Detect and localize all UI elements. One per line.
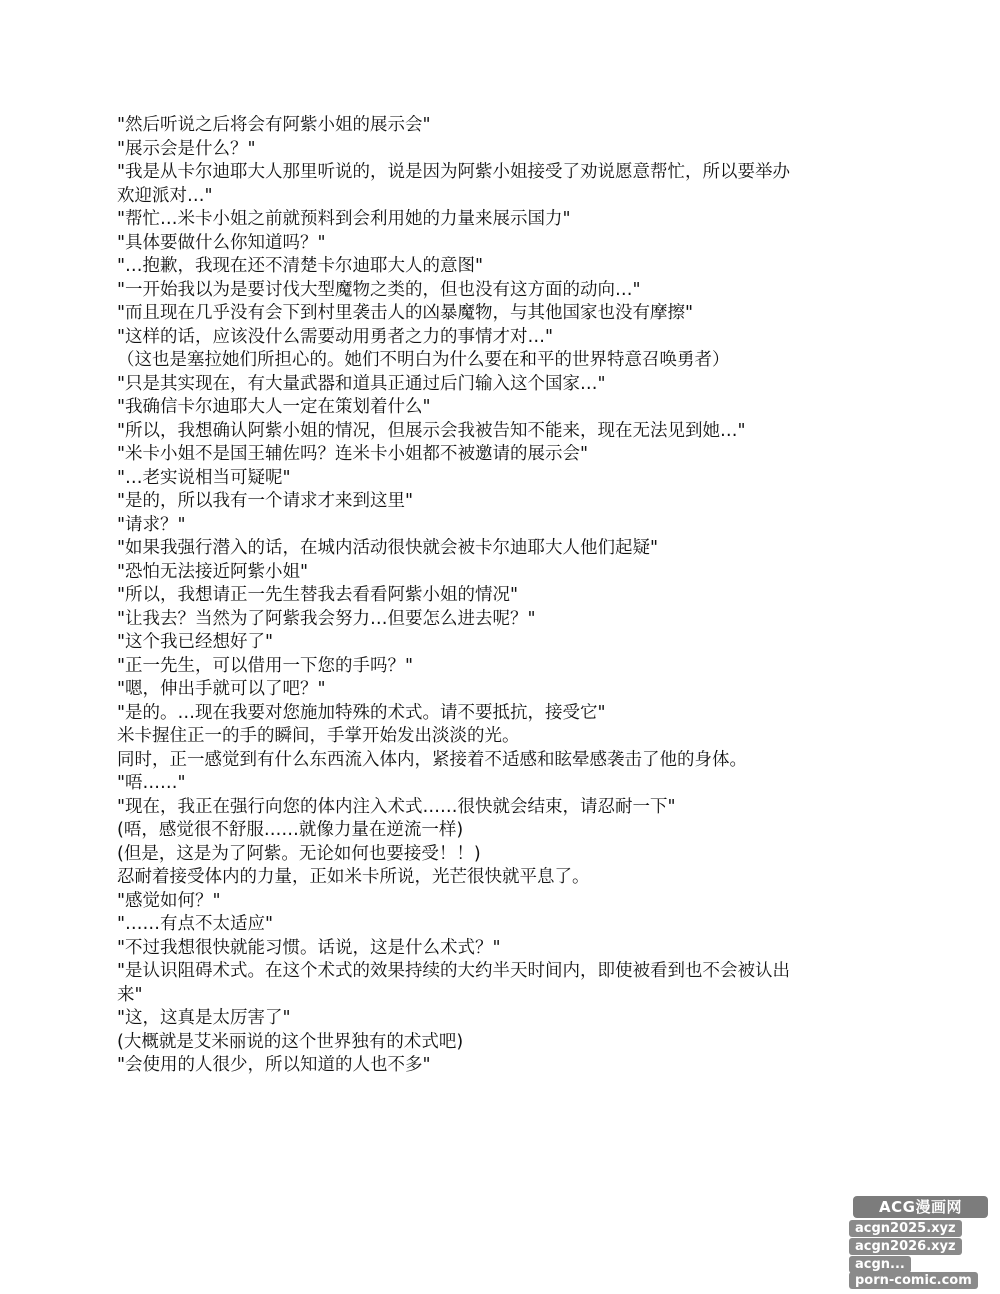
text-line: "…抱歉，我现在还不清楚卡尔迪耶大人的意图" bbox=[117, 256, 484, 276]
text-line: "感觉如何？" bbox=[117, 890, 221, 911]
text-line: 同时，正一感觉到有什么东西流入体内，紧接着不适感和眩晕感袭击了他的身体。 bbox=[117, 749, 747, 770]
text-line: "所以，我想确认阿紫小姐的情况，但展示会我被告知不能来，现在无法见到她…" bbox=[117, 420, 746, 441]
text-line: "具体要做什么你知道吗？" bbox=[117, 232, 326, 253]
text-line: "…老实说相当可疑呢" bbox=[117, 467, 291, 488]
text-line: "而且现在几乎没有会下到村里袭击人的凶暴魔物，与其他国家也没有摩擦" bbox=[117, 303, 694, 323]
text-line: "是的。…现在我要对您施加特殊的术式。请不要抵抗，接受它" bbox=[117, 702, 606, 723]
watermark-url: acgn2025.xyz bbox=[849, 1220, 962, 1237]
watermark-url: acgn... bbox=[849, 1256, 911, 1273]
text-line: "唔……" bbox=[117, 773, 186, 793]
text-line: "正一先生，可以借用一下您的手吗？" bbox=[117, 655, 414, 676]
text-line: "恐怕无法接近阿紫小姐" bbox=[117, 561, 309, 582]
text-line: "现在，我正在强行向您的体内注入术式……很快就会结束，请忍耐一下" bbox=[117, 796, 676, 817]
text-line: 忍耐着接受体内的力量，正如米卡所说，光芒很快就平息了。 bbox=[117, 867, 590, 887]
text-line: "会使用的人很少，所以知道的人也不多" bbox=[117, 1055, 431, 1075]
text-line: (唔，感觉很不舒服……就像力量在逆流一样) bbox=[117, 820, 464, 840]
text-line: (大概就是艾米丽说的这个世界独有的术式吧) bbox=[117, 1031, 464, 1052]
text-line: "这个我已经想好了" bbox=[117, 632, 274, 652]
text-line: "是的，所以我有一个请求才来到这里" bbox=[117, 491, 414, 511]
text-body bbox=[117, 114, 892, 1078]
text-line: "帮忙…米卡小姐之前就预料到会利用她的力量来展示国力" bbox=[117, 209, 571, 229]
text-line: "让我去？当然为了阿紫我会努力…但要怎么进去呢？" bbox=[117, 608, 536, 629]
text-line: "然后听说之后将会有阿紫小姐的展示会" bbox=[117, 115, 431, 135]
text-line: "如果我强行潜入的话，在城内活动很快就会被卡尔迪耶大人他们起疑" bbox=[117, 538, 659, 558]
text-line: "这样的话，应该没什么需要动用勇者之力的事情才对…" bbox=[117, 326, 554, 347]
text-line: "……有点不太适应" bbox=[117, 914, 274, 934]
watermark-logo: ACG漫画网 bbox=[853, 1196, 988, 1218]
text-line: "请求？" bbox=[117, 514, 186, 535]
text-line: 欢迎派对…" bbox=[117, 185, 213, 206]
text-line: (但是，这是为了阿紫。无论如何也要接受！！) bbox=[117, 843, 481, 864]
text-line: "嗯，伸出手就可以了吧？" bbox=[117, 679, 326, 699]
text-line: "这，这真是太厉害了" bbox=[117, 1008, 291, 1028]
text-line: 来" bbox=[117, 984, 143, 1005]
text-line: "不过我想很快就能习惯。话说，这是什么术式？" bbox=[117, 937, 501, 958]
text-line: "所以，我想请正一先生替我去看看阿紫小姐的情况" bbox=[117, 585, 519, 605]
text-line: "我是从卡尔迪耶大人那里听说的，说是因为阿紫小姐接受了劝说愿意帮忙，所以要举办 bbox=[117, 162, 791, 182]
text-line: "米卡小姐不是国王辅佐吗？连米卡小姐都不被邀请的展示会" bbox=[117, 444, 589, 464]
watermark-url: porn-comic.com bbox=[849, 1272, 978, 1289]
text-line: （这也是塞拉她们所担心的。她们不明白为什么要在和平的世界特意召唤勇者） bbox=[117, 350, 730, 370]
watermark-url: acgn2026.xyz bbox=[849, 1238, 962, 1255]
text-line: "只是其实现在，有大量武器和道具正通过后门输入这个国家…" bbox=[117, 373, 606, 394]
text-line: "一开始我以为是要讨伐大型魔物之类的，但也没有这方面的动向…" bbox=[117, 279, 641, 300]
text-line: 米卡握住正一的手的瞬间，手掌开始发出淡淡的光。 bbox=[117, 726, 520, 746]
text-line: "是认识阻碍术式。在这个术式的效果持续的大约半天时间内，即使被看到也不会被认出 bbox=[117, 961, 791, 981]
text-line: "展示会是什么？" bbox=[117, 138, 256, 159]
text-line: "我确信卡尔迪耶大人一定在策划着什么" bbox=[117, 397, 431, 417]
watermark bbox=[843, 1196, 993, 1288]
